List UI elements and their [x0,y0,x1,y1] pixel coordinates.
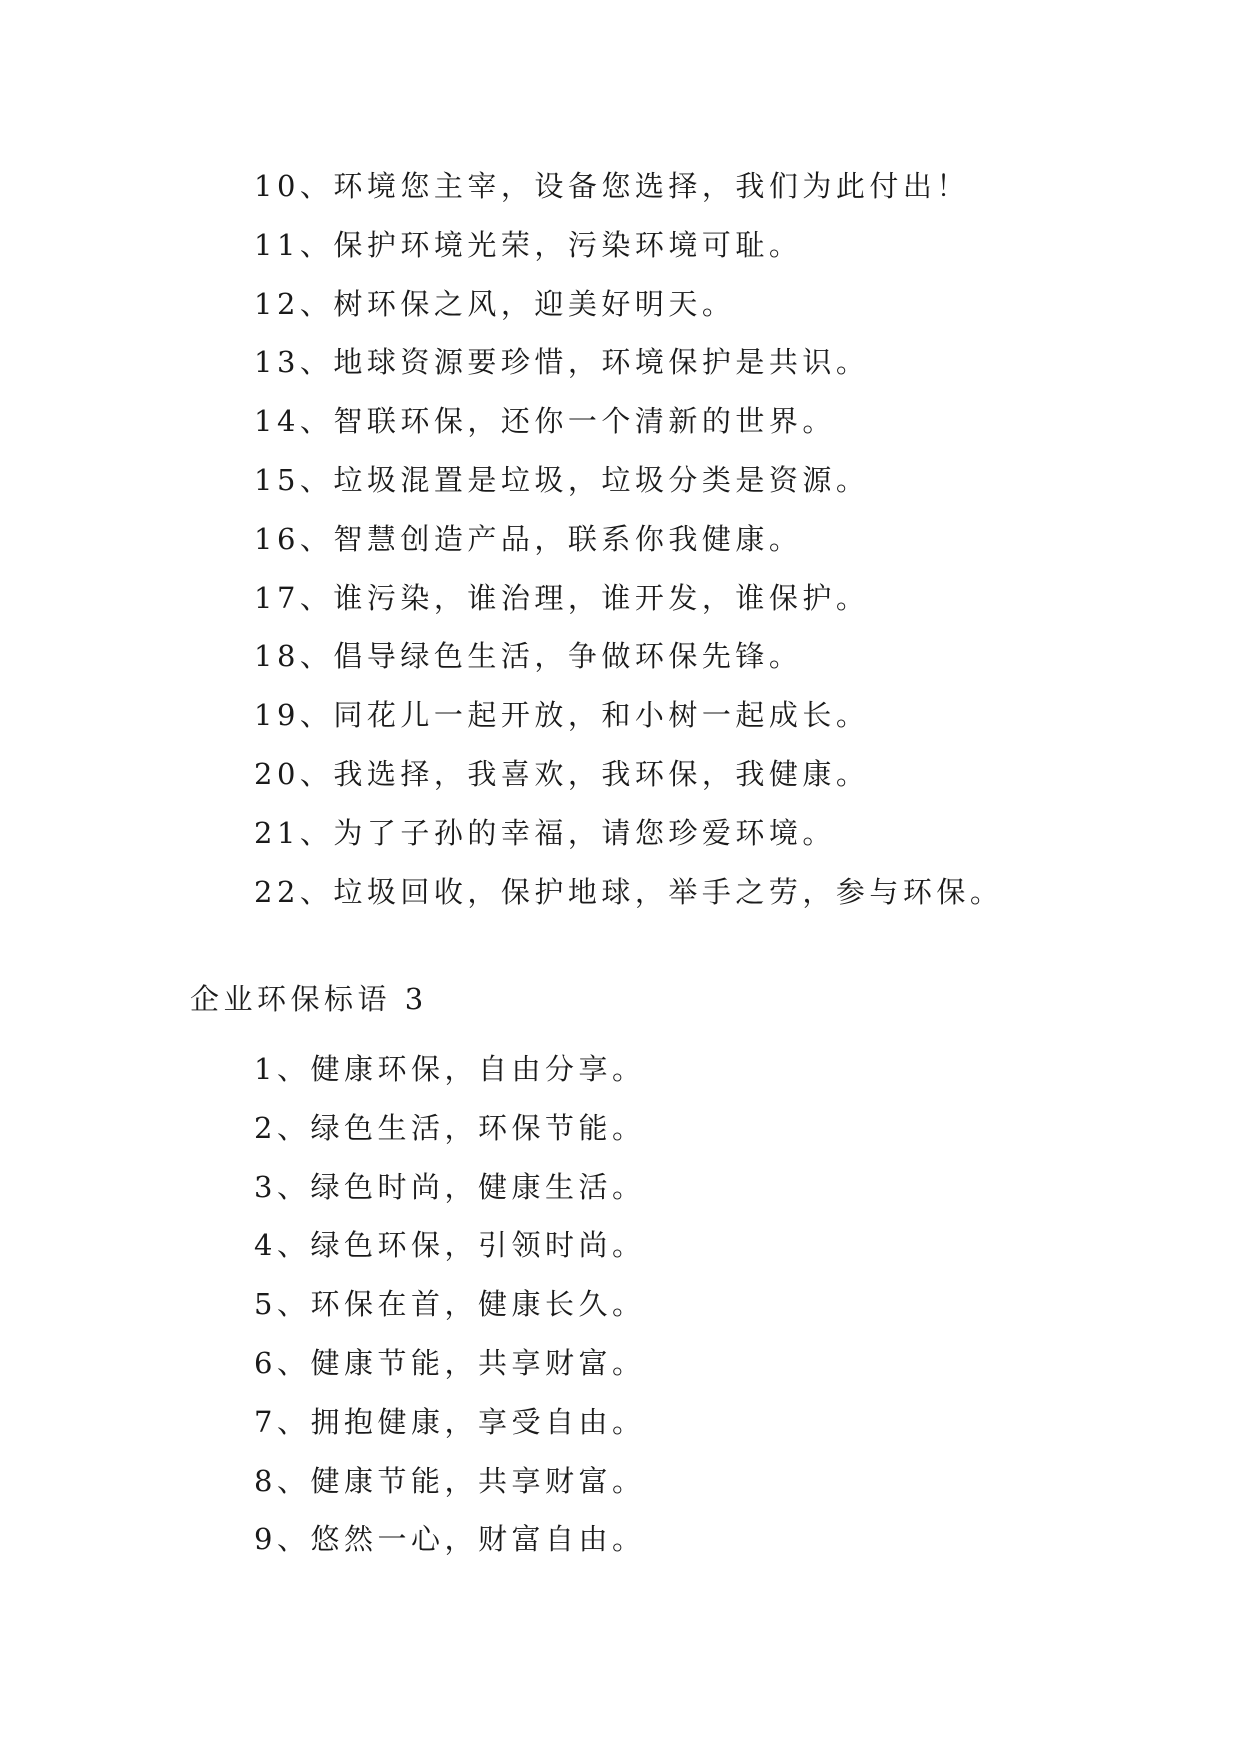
slogan-item-19: 19、同花儿一起开放，和小树一起成长。 [254,698,870,733]
slogan-list-section-3 [0,1040,1241,1569]
slogan-item-9: 9、悠然一心，财富自由。 [254,1522,646,1557]
slogan-item-8: 8、健康节能，共享财富。 [254,1463,646,1498]
slogan-item-6: 6、健康节能，共享财富。 [254,1345,646,1380]
slogan-item-12: 12、树环保之风，迎美好明天。 [254,286,736,321]
slogan-item-22: 22、垃圾回收，保护地球，举手之劳，参与环保。 [254,874,1004,909]
slogan-item-15: 15、垃圾混置是垃圾，垃圾分类是资源。 [254,462,870,497]
slogan-item-20: 20、我选择，我喜欢，我环保，我健康。 [254,756,870,791]
slogan-item-1: 1、健康环保，自由分享。 [254,1052,646,1086]
slogan-item-10: 10、环境您主宰，设备您选择，我们为此付出！ [254,169,970,203]
slogan-list-continued [0,157,1241,921]
slogan-item-18: 18、倡导绿色生活，争做环保先锋。 [254,639,803,674]
section-heading: 企业环保标语 3 [190,982,428,1016]
slogan-item-5: 5、环保在首，健康长久。 [254,1287,646,1322]
slogan-item-21: 21、为了子孙的幸福，请您珍爱环境。 [254,815,836,850]
slogan-item-2: 2、绿色生活，环保节能。 [254,1110,646,1145]
slogan-item-17: 17、谁污染，谁治理，谁开发，谁保护。 [254,580,870,615]
slogan-item-7: 7、拥抱健康，享受自由。 [254,1404,646,1439]
slogan-item-16: 16、智慧创造产品，联系你我健康。 [254,521,803,556]
slogan-item-3: 3、绿色时尚，健康生活。 [254,1169,646,1204]
slogan-item-4: 4、绿色环保，引领时尚。 [254,1228,646,1263]
slogan-item-14: 14、智联环保，还你一个清新的世界。 [254,404,836,439]
slogan-item-11: 11、保护环境光荣，污染环境可耻。 [254,227,803,262]
slogan-item-13: 13、地球资源要珍惜，环境保护是共识。 [254,345,870,380]
